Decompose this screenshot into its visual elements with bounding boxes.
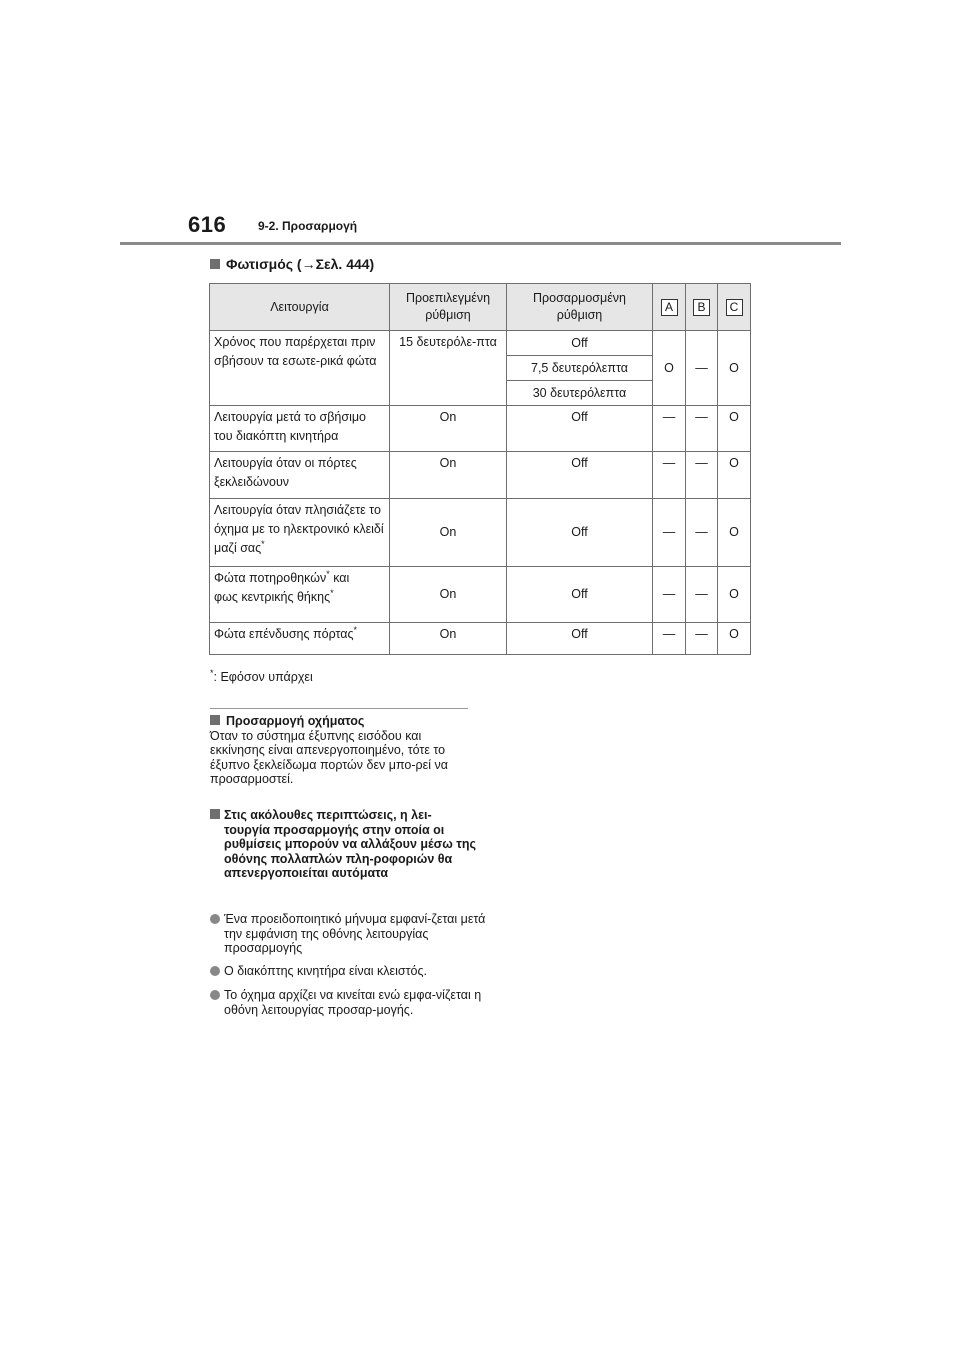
list-item: [210, 964, 490, 979]
default-cell: On: [390, 567, 507, 623]
footnote-text: : Εφόσον υπάρχει: [213, 670, 313, 684]
list-item: [210, 988, 490, 1017]
square-bullet-icon: [210, 809, 220, 819]
function-cell: Λειτουργία μετά το σβήσιμο του διακόπτη κινητήρα: [210, 406, 390, 452]
function-cell: [210, 567, 390, 623]
function-cell: [210, 499, 390, 567]
table-header-row: [210, 284, 751, 331]
header-c: [718, 284, 751, 331]
table-row: [210, 499, 751, 567]
header-default-setting: Προεπιλεγμένη ρύθμιση: [390, 284, 507, 331]
mark-b-cell: —: [686, 623, 718, 655]
notes-divider: [210, 708, 468, 709]
footnote-marker: *: [210, 667, 214, 678]
function-text-line1: Λειτουργία όταν πλησιάζετε το όχημα με το ηλεκτρονικό: [214, 503, 381, 536]
custom-option-cell: 30 δευτερόλεπτα: [507, 381, 653, 406]
mark-c-cell: O: [718, 331, 751, 406]
default-cell: On: [390, 406, 507, 452]
letter-box-b: B: [693, 299, 710, 316]
mark-a-cell: —: [653, 567, 686, 623]
letter-box-c: C: [726, 299, 743, 316]
note-adaptation-title: Προσαρμογή οχήματος: [226, 714, 365, 728]
square-bullet-icon: [210, 715, 220, 725]
custom-option-cell: Off: [507, 331, 653, 356]
function-text-part3: φως κεντρικής θήκης: [214, 590, 331, 604]
note-auto-disable-title: Στις ακόλουθες περιπτώσεις, η λει-τουργία προσαρμογής στην οποία οι ρυθμίσεις μπορούν να αλλάξουν μέσω της οθόνης πολλαπλών πλη-ροφοριών θα απενεργοποιείται αυτόματα: [224, 808, 476, 880]
function-text-line2: κλειδί μαζί σας: [214, 522, 384, 555]
mark-c-cell: O: [718, 452, 751, 499]
function-text-part1: Φώτα ποτηροθηκών: [214, 571, 327, 585]
header-custom-setting: Προσαρμοσμένη ρύθμιση: [507, 284, 653, 331]
default-cell: On: [390, 623, 507, 655]
table-footnote: [210, 667, 313, 684]
table-row: [210, 406, 751, 452]
header-function: Λειτουργία: [210, 284, 390, 331]
section-heading: [210, 256, 374, 272]
table-row: [210, 623, 751, 655]
table-row: [210, 331, 751, 356]
mark-a-cell: —: [653, 499, 686, 567]
custom-cell: Off: [507, 406, 653, 452]
footnote-marker: *: [261, 538, 265, 549]
section-title: Φωτισμός (→Σελ. 444): [226, 256, 375, 272]
mark-a-cell: O: [653, 331, 686, 406]
custom-cell: Off: [507, 452, 653, 499]
mark-c-cell: O: [718, 499, 751, 567]
custom-cell: Off: [507, 623, 653, 655]
function-cell: Χρόνος που παρέρχεται πριν σβήσουν τα εσωτε-ρικά φώτα: [210, 331, 390, 406]
footnote-marker: *: [326, 568, 330, 579]
table-row: [210, 567, 751, 623]
function-cell: Λειτουργία όταν οι πόρτες ξεκλειδώνουν: [210, 452, 390, 499]
mark-b-cell: —: [686, 406, 718, 452]
bullet-text: Το όχημα αρχίζει να κινείται ενώ εμφα-νίζεται η οθόνη λειτουργίας προσαρ-μογής.: [224, 988, 482, 1017]
default-cell: 15 δευτερόλε-πτα: [390, 331, 507, 406]
mark-c-cell: O: [718, 406, 751, 452]
mark-b-cell: —: [686, 499, 718, 567]
square-bullet-icon: [210, 259, 220, 269]
note-auto-disable-heading: [210, 808, 476, 881]
mark-b-cell: —: [686, 331, 718, 406]
function-text-part2: και: [329, 571, 350, 585]
note-adaptation: [210, 714, 476, 787]
settings-table: [209, 283, 751, 655]
mark-a-cell: —: [653, 623, 686, 655]
page-number: 616: [188, 212, 227, 237]
mark-c-cell: O: [718, 623, 751, 655]
function-cell: [210, 623, 390, 655]
chapter-title: 9-2. Προσαρμογή: [258, 219, 358, 233]
mark-c-cell: O: [718, 567, 751, 623]
circle-bullet-icon: [210, 966, 220, 976]
mark-b-cell: —: [686, 452, 718, 499]
header-a: [653, 284, 686, 331]
bullet-text: Ο διακόπτης κινητήρα είναι κλειστός.: [224, 964, 427, 978]
footnote-marker: *: [330, 587, 334, 598]
header-rule: [120, 242, 841, 245]
circle-bullet-icon: [210, 990, 220, 1000]
custom-cell: Off: [507, 567, 653, 623]
table-row: [210, 452, 751, 499]
function-text: Φώτα επένδυσης πόρτας: [214, 627, 354, 641]
note-adaptation-heading: [210, 714, 476, 729]
list-item: [210, 912, 490, 956]
custom-option-cell: 7,5 δευτερόλεπτα: [507, 356, 653, 381]
mark-a-cell: —: [653, 452, 686, 499]
letter-box-a: A: [661, 299, 678, 316]
mark-b-cell: —: [686, 567, 718, 623]
default-cell: On: [390, 452, 507, 499]
footnote-marker: *: [353, 624, 358, 635]
default-cell: On: [390, 499, 507, 567]
note-adaptation-body: Όταν το σύστημα έξυπνης εισόδου και εκκίνησης είναι απενεργοποιημένο, τότε το έξυπνο ξεκλείδωμα πορτών δεν μπο-ρεί να προσαρμοστεί.: [210, 728, 448, 786]
mark-a-cell: —: [653, 406, 686, 452]
circle-bullet-icon: [210, 914, 220, 924]
custom-cell: Off: [507, 499, 653, 567]
note-auto-disable: [210, 808, 476, 881]
bullet-text: Ένα προειδοποιητικό μήνυμα εμφανί-ζεται μετά την εμφάνιση της οθόνης λειτουργίας προσαρμογής: [224, 912, 486, 955]
header-b: [686, 284, 718, 331]
